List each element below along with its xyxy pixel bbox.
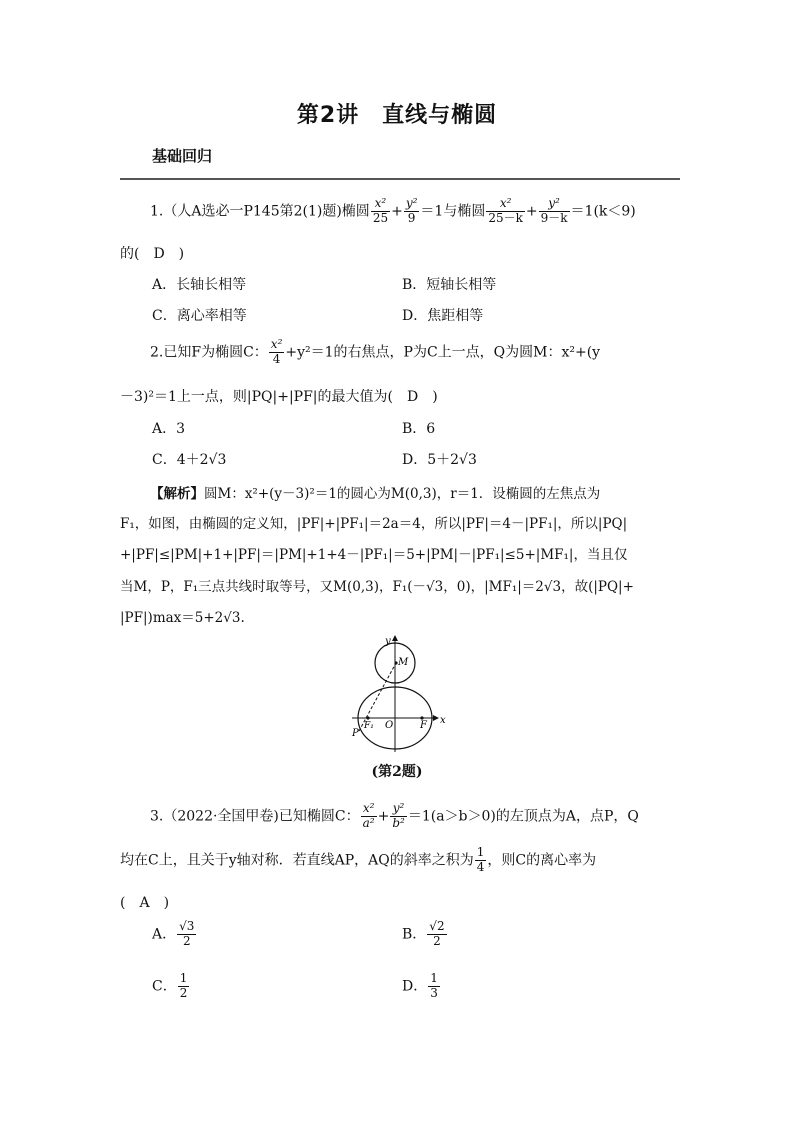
q1-option-c: C．离心率相等 bbox=[152, 308, 247, 324]
q3-option-c: C． $\frac{1}{2}$ bbox=[152, 971, 188, 1000]
q3-stem-line2: 均在C上，且关于y轴对称．若直线AP，AQ的斜率之积为 $\frac{1}{4}$ ，则C的离心率为 bbox=[120, 845, 597, 874]
q2-stem-line2: －3)²＝1上一点，则|PQ|+|PF|的最大值为( D ) bbox=[120, 389, 438, 405]
q2-fraction: $\frac{\text{x²}}{4}$ bbox=[270, 337, 283, 366]
q2-option-d: D．5＋2√3 bbox=[402, 452, 477, 468]
q3-option-d: D． $\frac{1}{3}$ bbox=[402, 971, 438, 1000]
q1-fraction-1: $\frac{\text{x²}}{25}$ bbox=[372, 196, 389, 225]
q2-analysis-line4: 当M，P，F₁三点共线时取等号，又M(0,3)，F₁(－√3，0)，|MF₁|＝2√3，故(|PQ|+ bbox=[120, 579, 634, 595]
q2-stem-line1: 2.已知F为椭圆C： $\frac{\text{x²}}{4}$ +y²＝1的右焦点，P为C上一点，Q为圆M：x²+(y bbox=[150, 337, 601, 366]
figure-caption: (第2题) bbox=[371, 764, 423, 780]
q1-option-d: D．焦距相等 bbox=[402, 308, 484, 324]
q2-option-b: B．6 bbox=[402, 421, 436, 437]
q1-prefix: 1.（人A选必一P145第2(1)题)椭圆 bbox=[150, 203, 370, 220]
q1-stem-line2: 的( D ) bbox=[120, 246, 185, 262]
x-label: x bbox=[440, 715, 446, 726]
q1-fraction-2: $\frac{\text{y²}}{9}$ bbox=[405, 196, 418, 225]
q3-fraction-1: $\frac{\text{x²}}{\text{a²}}$ bbox=[362, 801, 375, 830]
q2-analysis-line3: +|PF|≤|PM|+1+|PF|＝|PM|+1+4－|PF₁|＝5+|PM|－|PF₁|≤5+|MF₁|，当且仅 bbox=[120, 547, 628, 563]
q1-fraction-4: $\frac{\text{y²}}{9-k}$ bbox=[540, 196, 568, 225]
p-label: P bbox=[352, 728, 359, 739]
q2-figure bbox=[340, 632, 460, 756]
analysis-tag: 【解析】 bbox=[150, 486, 204, 502]
f1-label: F₁ bbox=[364, 721, 374, 731]
f-label: F bbox=[420, 720, 427, 731]
q3-option-b: B． $\frac{√2}{2}$ bbox=[402, 919, 445, 948]
q2-option-c: C．4＋2√3 bbox=[152, 452, 227, 468]
q3-option-a: A． $\frac{√3}{2}$ bbox=[152, 919, 195, 948]
m-label: M bbox=[398, 657, 409, 668]
q1-suffix: ＝1(k＜9) bbox=[570, 203, 636, 220]
q1-stem-line1: 1.（人A选必一P145第2(1)题)椭圆 $\frac{\text{x²}}{25}$ + $\frac{\text{y²}}{9}$ ＝1与椭圆 $\frac{\text{x²}}{25-k}$ + $\frac{\text{y²}}{9-k}$ ＝1(k＜9) bbox=[150, 196, 636, 225]
q2-analysis-line2: F₁，如图，由椭圆的定义知，|PF|+|PF₁|＝2a＝4，所以|PF|＝4－|PF₁|，所以|PQ| bbox=[120, 516, 628, 532]
q3-fraction-2: $\frac{\text{y²}}{\text{b²}}$ bbox=[392, 801, 405, 830]
q3-stem-line1: 3.（2022·全国甲卷)已知椭圆C： $\frac{\text{x²}}{\text{a²}}$ + $\frac{\text{y²}}{\text{b²}}$ ＝1(a＞b＞0)的左顶点为A，点P，Q bbox=[150, 801, 639, 830]
section-heading: 基础回归 bbox=[152, 147, 213, 165]
y-label: y bbox=[385, 636, 391, 647]
q3-slope-fraction: $\frac{1}{4}$ bbox=[476, 845, 485, 874]
q2-analysis-line1: 【解析】圆M：x²+(y－3)²＝1的圆心为M(0,3)，r＝1．设椭圆的左焦点为 bbox=[150, 486, 601, 502]
q1-fraction-3: $\frac{\text{x²}}{25-k}$ bbox=[488, 196, 523, 225]
q2-analysis-line5: |PF|)max＝5+2√3. bbox=[120, 610, 245, 626]
q1-mid: ＝1与椭圆 bbox=[420, 203, 486, 220]
page-title: 第2讲 直线与椭圆 bbox=[296, 103, 498, 128]
divider bbox=[120, 178, 680, 180]
point-f1 bbox=[366, 716, 369, 719]
o-label: O bbox=[385, 720, 394, 731]
q1-option-a: A．长轴长相等 bbox=[152, 277, 247, 293]
q3-stem-line3: ( A ) bbox=[120, 895, 170, 911]
q2-option-a: A．3 bbox=[152, 421, 186, 437]
q1-option-b: B．短轴长相等 bbox=[402, 277, 497, 293]
